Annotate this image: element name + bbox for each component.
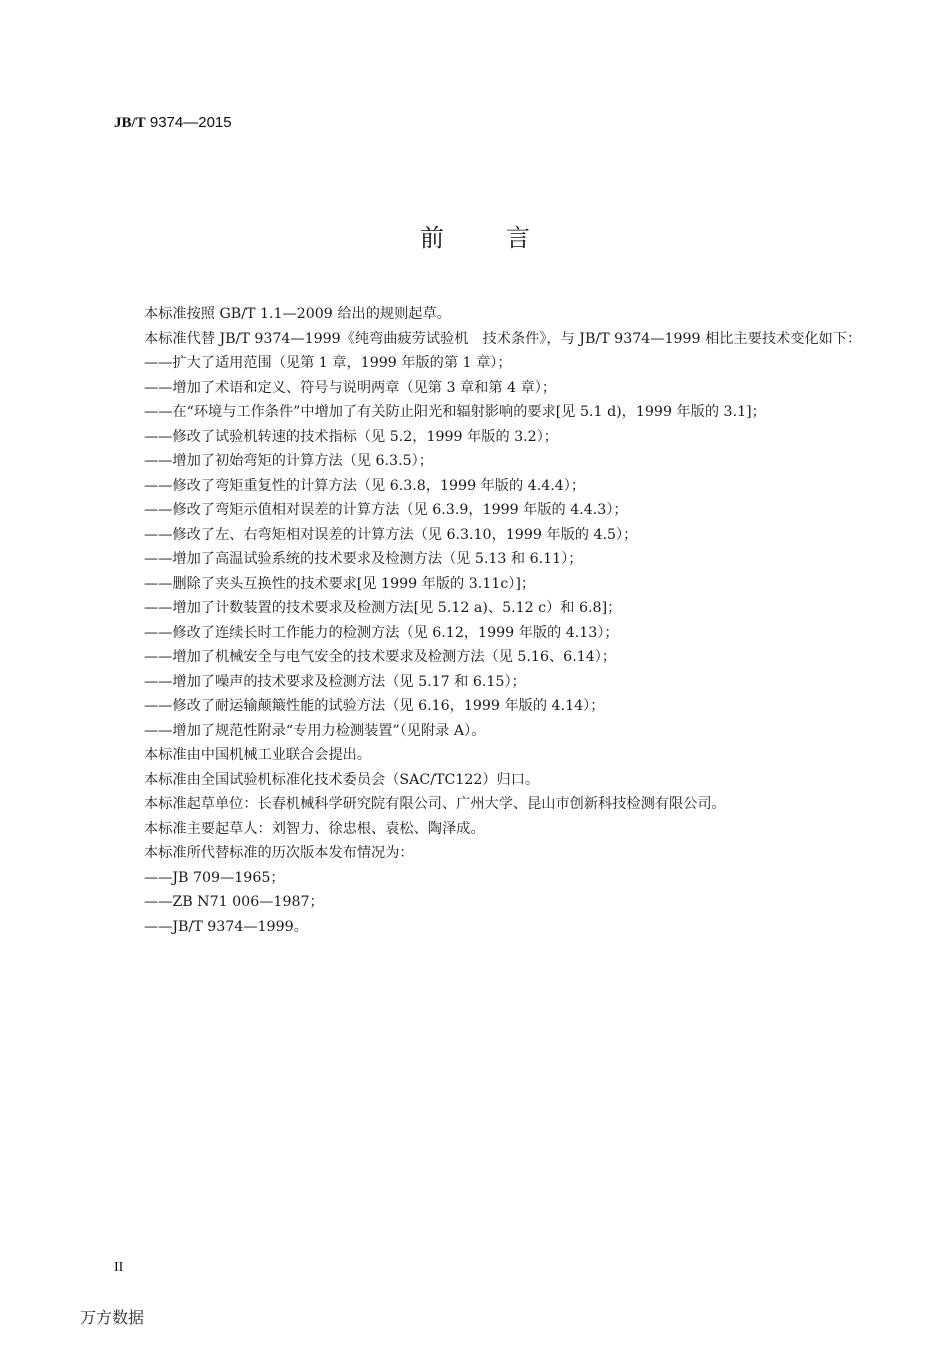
paragraph-drafting-units: 本标准起草单位：长春机械科学研究院有限公司、广州大学、昆山市创新科技检测有限公司。 [144,796,726,812]
change-item: ——扩大了适用范围（见第 1 章，1999 年版的第 1 章）； [144,355,512,371]
change-item: ——增加了规范性附录“专用力检测装置”（见附录 A）。 [144,722,486,739]
change-item: ——增加了计数装置的技术要求及检测方法[见 5.12 a)、5.12 c）和 6.8]； [144,600,622,616]
changes-list [114,351,864,743]
paragraph-history-intro: 本标准所代替标准的历次版本发布情况为： [144,845,414,861]
change-item: ——增加了噪声的技术要求及检测方法（见 5.17 和 6.15）； [144,673,526,690]
history-item: ——JB/T 9374—1999。 [144,918,308,935]
paragraph-replaces: 本标准代替 JB/T 9374—1999《纯弯曲疲劳试验机 技术条件》，与 JB/T 9374—1999 相比主要技术变化如下： [144,330,862,347]
title-char-2: 言 [506,224,530,252]
paragraph-centralized-by: 本标准由全国试验机标准化技术委员会（SAC/TC122）归口。 [144,771,540,788]
paragraph-drafters: 本标准主要起草人：刘智力、徐忠根、袁松、陶泽成。 [144,820,485,837]
change-item: ——修改了弯矩示值相对误差的计算方法（见 6.3.9，1999 年版的 4.4.3）； [144,502,628,518]
change-item: ——修改了试验机转速的技术指标（见 5.2，1999 年版的 3.2）； [144,428,558,445]
change-item: ——修改了左、右弯矩相对误差的计算方法（见 6.3.10，1999 年版的 4.5）； [144,526,638,543]
change-item: ——增加了机械安全与电气安全的技术要求及检测方法（见 5.16、6.14）； [144,649,617,665]
page-number: II [114,1260,124,1275]
foreword-body [114,302,864,939]
change-item: ——增加了术语和定义、符号与说明两章（见第 3 章和第 4 章）； [144,379,557,396]
page-title [0,218,950,253]
change-item: ——修改了弯矩重复性的计算方法（见 6.3.8，1999 年版的 4.4.4）； [144,477,586,494]
paragraph-drafting-rules: 本标准按照 GB/T 1.1—2009 给出的规则起草。 [144,306,451,322]
standard-code-prefix: JB/T [114,115,146,131]
change-item: ——增加了初始弯矩的计算方法（见 6.3.5）； [144,453,433,469]
standard-code-number: 9374—2015 [145,114,232,131]
history-item: ——ZB N71 006—1987； [144,894,324,910]
change-item: ——修改了耐运输颠簸性能的试验方法（见 6.16，1999 年版的 4.14）； [144,698,605,714]
title-char-1: 前 [420,224,444,252]
paragraph-proposed-by: 本标准由中国机械工业联合会提出。 [144,747,372,763]
change-item: ——增加了高温试验系统的技术要求及检测方法（见 5.13 和 6.11）； [144,551,583,567]
watermark-text: 万方数据 [80,1308,145,1327]
change-item: ——修改了连续长时工作能力的检测方法（见 6.12，1999 年版的 4.13）； [144,624,619,641]
standard-code-header [114,114,232,132]
history-list [114,866,864,940]
change-item: ——删除了夹头互换性的技术要求[见 1999 年版的 3.11c）]； [144,575,536,592]
change-item: ——在“环境与工作条件”中增加了有关防止阳光和辐射影响的要求[见 5.1 d)，1999 年版的 3.1]； [144,404,766,420]
history-item: ——JB 709—1965； [144,869,285,886]
